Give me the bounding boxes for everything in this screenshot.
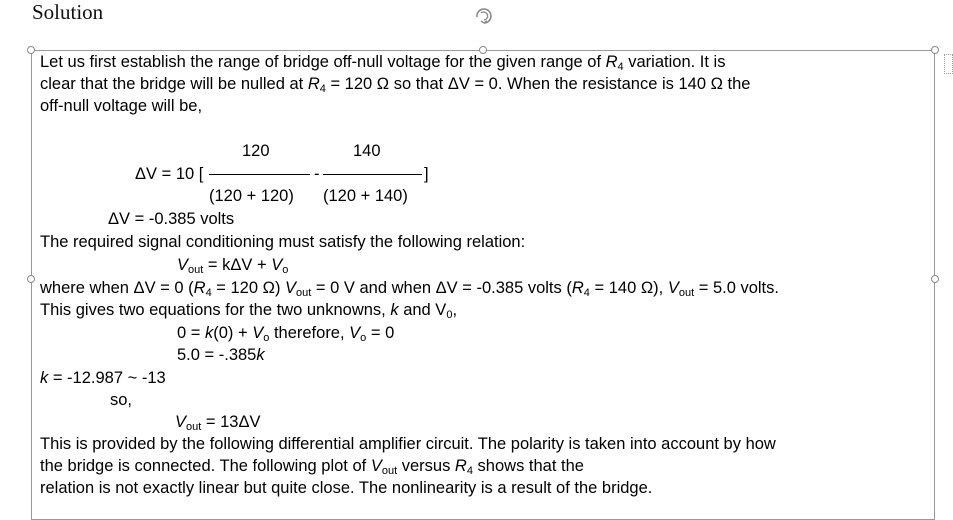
- resize-handle-top-right[interactable]: [931, 46, 939, 54]
- text-line-1: Let us first establish the range of bridge off-null voltage for the given range of $R_4$ variation. It is: [40, 53, 726, 73]
- layout-options-icon[interactable]: [944, 54, 953, 74]
- k-value-line: k = -12.987 ~ -13: [40, 369, 166, 387]
- equation-b: 5.0 = -.385k: [177, 346, 265, 364]
- paragraph-line-3: relation is not exactly linear but quite close. The nonlinearity is a result of the bridge.: [40, 479, 653, 497]
- numerator-1: 120: [242, 142, 270, 160]
- page-heading: Solution: [32, 0, 104, 24]
- requirement-line: The required signal conditioning must satisfy the following relation:: [40, 233, 526, 251]
- paragraph-line-2: the bridge is connected. The following plot of $V_{out}$ versus $R_4$ shows that the: [40, 457, 584, 477]
- numerator-2: 140: [353, 142, 381, 160]
- vout-equation: $V_{out} = 13\Delta V$: [175, 413, 261, 433]
- denominator-1: (120 + 120): [209, 187, 294, 205]
- equation-a: $0 = k(0) + V_o$ therefore, $V_o = 0$: [177, 324, 395, 344]
- so-line: so,: [110, 391, 133, 409]
- equation-lhs: ΔV = 10 [: [135, 165, 204, 183]
- text-line-2: clear that the bridge will be nulled at $R_4 = 120$ Ω so that ΔV = 0. When the resistance is 140 Ω the: [40, 75, 751, 95]
- fraction-bar-2: [323, 174, 422, 175]
- fraction-bar-1: [209, 174, 310, 175]
- where-line: where when ΔV = 0 ($R_4 = 120$ Ω) $V_{out} = 0$ V and when ΔV = -0.385 volts ($R_4 = 140$ Ω), $V_{out} = 5.0$ volts.: [40, 279, 779, 299]
- gives-line: This gives two equations for the two unknowns, k and $V_0$,: [40, 301, 458, 321]
- paragraph-line-1: This is provided by the following differential amplifier circuit. The polarity is taken into account by how: [40, 435, 776, 453]
- resize-handle-middle-left[interactable]: [27, 275, 35, 283]
- equation-minus: -: [314, 165, 320, 183]
- relation-line: $V_{out} = k\Delta V + V_o$: [177, 256, 289, 276]
- rotate-handle-icon[interactable]: [472, 5, 494, 27]
- resize-handle-middle-right[interactable]: [931, 275, 939, 283]
- text-line-3: off-null voltage will be,: [40, 97, 203, 115]
- resize-handle-top-left[interactable]: [27, 46, 35, 54]
- equation-close-bracket: ]: [424, 165, 429, 183]
- result-line: ΔV = -0.385 volts: [108, 210, 235, 228]
- denominator-2: (120 + 140): [323, 187, 408, 205]
